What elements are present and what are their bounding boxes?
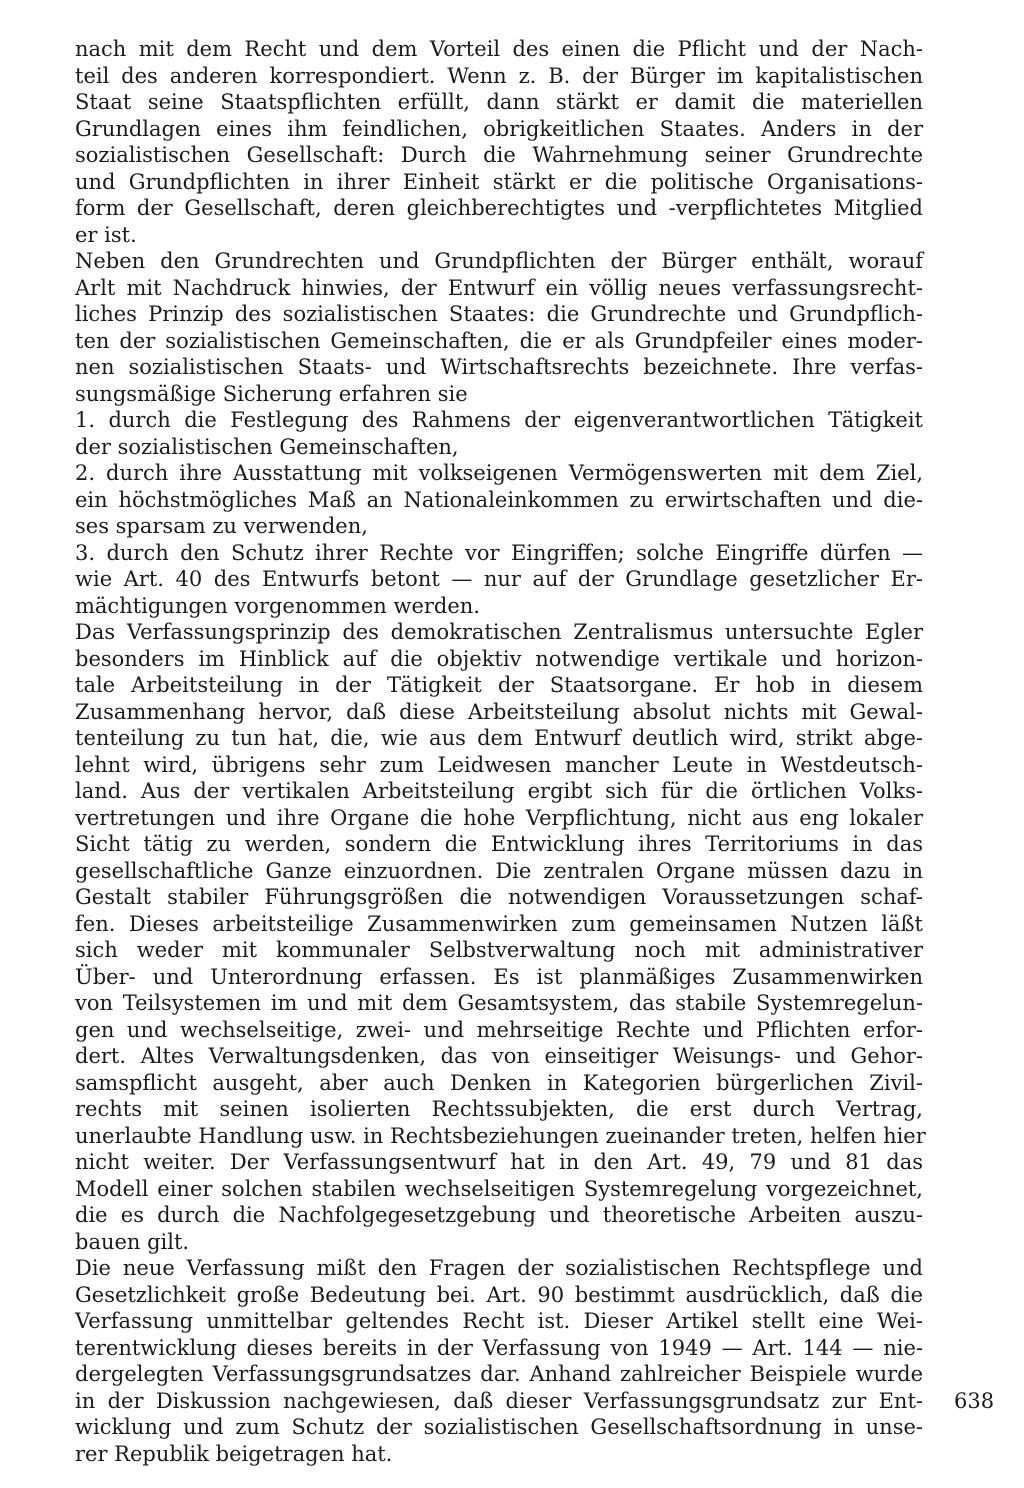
text-line: land. Aus der vertikalen Arbeitsteilung ergibt sich für die örtlichen Volks- [75,779,923,803]
text-line: dert. Altes Verwaltungsdenken, das von einseitiger Weisungs- und Gehor- [75,1044,923,1068]
text-line: dergelegten Verfassungsgrundsatzes dar. Anhand zahlreicher Beispiele wurde [75,1362,923,1386]
body-text [75,36,926,1467]
text-line: sungsmäßige Sicherung erfahren sie [75,381,468,406]
text-line: unerlaubte Handlung usw. in Rechtsbeziehungen zueinander treten, helfen hier [75,1123,926,1148]
text-line: rer Republik beigetragen hat. [75,1441,393,1466]
text-line: in der Diskussion nachgewiesen, daß dieser Verfassungsgrundsatz zur Ent- [75,1388,923,1413]
text-line: form der Gesellschaft, deren gleichberechtigtes und -verpflichtetes Mitglied [75,196,923,220]
text-line: Grundlagen eines ihm feindlichen, obrigkeitlichen Staates. Anders in der [75,116,923,141]
text-line: nicht weiter. Der Verfassungsentwurf hat in den Art. 49, 79 und 81 das [75,1150,923,1174]
text-line: teil des anderen korrespondiert. Wenn z. B. der Bürger im kapitalistischen [75,63,923,88]
text-line: samspflicht ausgeht, aber auch Denken in Kategorien bürgerlichen Zivil- [75,1070,923,1095]
text-line: von Teilsystemen im und mit dem Gesamtsystem, das stabile Systemregelun- [75,991,923,1015]
text-line: tenteilung zu tun hat, die, wie aus dem Entwurf deutlich wird, strikt abge- [75,726,923,750]
text-line: Das Verfassungsprinzip des demokratischen Zentralismus untersuchte Egler [75,620,923,644]
text-line: fen. Dieses arbeitsteilige Zusammenwirken zum gemeinsamen Nutzen läßt [75,911,923,936]
text-line: lehnt wird, übrigens sehr zum Leidwesen mancher Leute in Westdeutsch- [75,752,923,777]
text-line: Die neue Verfassung mißt den Fragen der sozialistischen Rechtspflege und [75,1256,923,1280]
page-number: 638 [954,1389,995,1413]
text-line: Staat seine Staatspflichten erfüllt, dann stärkt er damit die materiellen [75,90,923,114]
text-line: Arlt mit Nachdruck hinwies, der Entwurf ein völlig neues verfassungsrecht- [75,275,923,300]
text-line: sich weder mit kommunaler Selbstverwaltung noch mit administrativer [75,938,923,962]
text-line: Modell einer solchen stabilen wechselseitigen Systemregelung vorgezeichnet, [75,1176,923,1201]
text-line: er ist. [75,222,137,247]
text-line: der sozialistischen Gemeinschaften, [75,434,459,459]
text-line: Gestalt stabiler Führungsgrößen die notwendigen Voraussetzungen schaf- [75,885,923,909]
text-line: wie Art. 40 des Entwurfs betont — nur auf der Grundlage gesetzlicher Er- [75,567,923,591]
text-line: 1. durch die Festlegung des Rahmens der eigenverantwortlichen Tätigkeit [75,408,923,432]
text-line: sozialistischen Gesellschaft: Durch die Wahrnehmung seiner Grundrechte [75,143,923,167]
text-line: ten der sozialistischen Gemeinschaften, die er als Grundpfeiler eines moder- [75,328,923,353]
text-line: terentwicklung dieses bereits in der Verfassung von 1949 — Art. 144 — nie- [75,1335,923,1360]
text-line: vertretungen und ihre Organe die hohe Verpflichtung, nicht aus eng lokaler [75,805,923,830]
text-line: Über- und Unterordnung erfassen. Es ist planmäßiges Zusammenwirken [75,964,923,989]
text-line: und Grundpflichten in ihrer Einheit stärkt er die politische Organisations- [75,169,923,194]
text-line: wicklung und zum Schutz der sozialistischen Gesellschaftsordnung in unse- [75,1415,923,1439]
text-line: nach mit dem Recht und dem Vorteil des einen die Pflicht und der Nach- [75,37,923,61]
text-line: 2. durch ihre Ausstattung mit volkseigenen Vermögenswerten mit dem Ziel, [75,461,923,485]
text-line: 3. durch den Schutz ihrer Rechte vor Eingriffen; solche Eingriffe dürfen — [75,540,923,565]
text-line: nen sozialistischen Staats- und Wirtschaftsrechts bezeichnete. Ihre verfas- [75,355,923,379]
text-line: tale Arbeitsteilung in der Tätigkeit der Staatsorgane. Er hob in diesem [75,673,923,697]
text-line: liches Prinzip des sozialistischen Staates: die Grundrechte und Grundpflich- [75,302,923,326]
text-line: Verfassung unmittelbar geltendes Recht ist. Dieser Artikel stellt eine Wei- [75,1309,923,1333]
text-line: gen und wechselseitige, zwei- und mehrseitige Rechte und Pflichten erfor- [75,1017,923,1042]
text-line: Sicht tätig zu werden, sondern die Entwicklung ihres Territoriums in das [75,832,923,856]
text-line: rechts mit seinen isolierten Rechtssubjekten, die erst durch Vertrag, [75,1097,923,1121]
text-line: ein höchstmögliches Maß an Nationaleinkommen zu erwirtschaften und die- [75,487,923,512]
text-line: Neben den Grundrechten und Grundpflichten der Bürger enthält, worauf [75,249,923,273]
text-line: bauen gilt. [75,1229,190,1254]
text-line: besonders im Hinblick auf die objektiv notwendige vertikale und horizon- [75,646,923,671]
text-line: Zusammenhang hervor, daß diese Arbeitsteilung absolut nichts mit Gewal- [75,699,923,724]
text-line: ses sparsam zu verwenden, [75,514,368,538]
text-line: gesellschaftliche Ganze einzuordnen. Die zentralen Organe müssen dazu in [75,858,923,883]
text-line: die es durch die Nachfolgegesetzgebung und theoretische Arbeiten auszu- [75,1203,923,1227]
text-line: mächtigungen vorgenommen werden. [75,593,480,618]
text-line: Gesetzlichkeit große Bedeutung bei. Art. 90 bestimmt ausdrücklich, daß die [75,1282,923,1307]
